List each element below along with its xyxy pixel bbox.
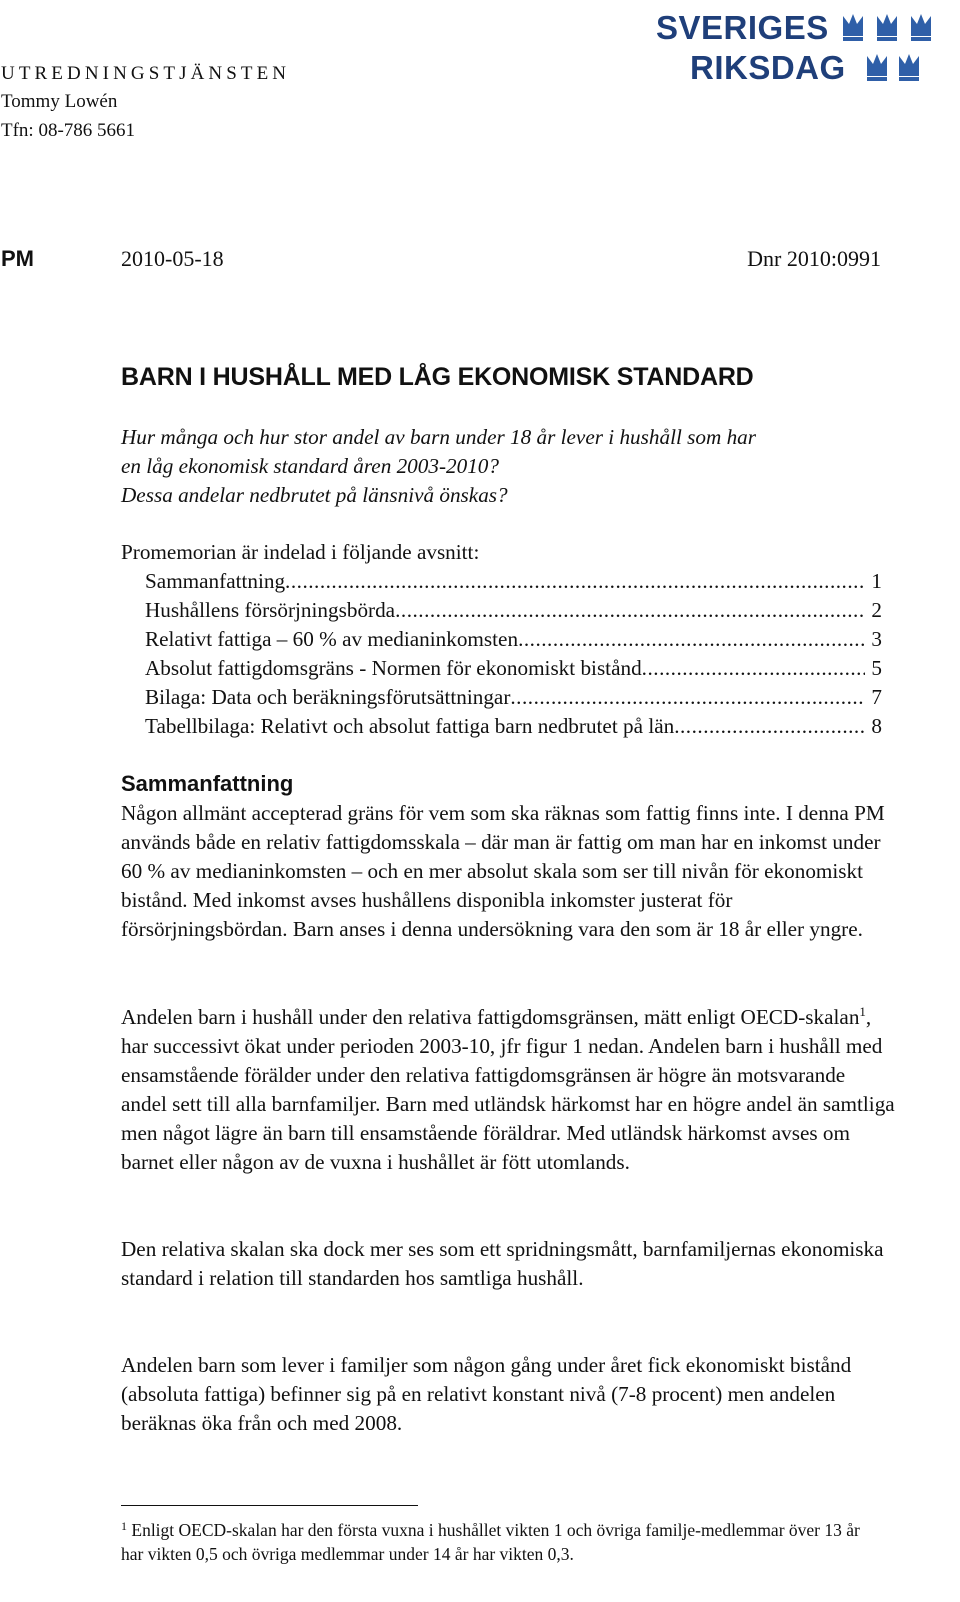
toc-entry-title: Tabellbilaga: Relativt och absolut fattiga barn nedbrutet på län [145,714,675,738]
footnote-text: Enligt OECD-skalan har den första vuxna i hushållet vikten 1 och övriga familje-medlemmar över 13 år har vikten 0,5 och övriga medlemmar under 14 år har vikten 0,3. [121,1520,860,1564]
toc-entry-title: Hushållens försörjningsbörda [145,598,396,622]
paragraph-text-part: Andelen barn i hushåll under den relativa fattigdomsgränsen, mätt enligt OECD-skalan [121,1005,860,1029]
pm-date: 2010-05-18 [121,246,224,271]
author-phone: Tfn: 08-786 5661 [1,120,136,141]
toc-leader-dots [510,683,865,712]
toc-intro: Promemorian är indelad i följande avsnitt: [121,540,480,564]
logo-line-1: SVERIGES [656,9,829,46]
department-name: UTREDNINGSTJÄNSTEN [1,63,291,84]
logo-line-2: RIKSDAG [690,49,846,86]
summary-paragraph [121,1351,896,1438]
summary-paragraph [121,799,896,944]
toc-entry-page: 7 [871,685,882,709]
riksdag-logo [656,8,938,84]
toc-entry-title: Absolut fattigdomsgräns - Normen för ekonomiskt bistånd [145,656,642,680]
toc-leader-dots [642,654,866,683]
question-line: en låg ekonomisk standard åren 2003-2010? [121,454,499,478]
toc-entry[interactable] [145,596,882,625]
toc-entry-page: 5 [871,656,882,680]
toc-entry-title: Bilaga: Data och beräkningsförutsättningar [145,685,511,709]
footnote-reference[interactable]: 1 [859,1004,866,1019]
toc-entry[interactable] [145,567,882,596]
paragraph-text: Andelen barn som lever i familjer som någon gång under året fick ekonomiskt bistånd (absoluta fattiga) befinner sig på en relativt konstant nivå (7-8 procent) men andelen beräknas öka från och med 2008. [121,1353,852,1435]
crown-icon [840,8,938,42]
toc-entry-page: 1 [871,569,882,593]
footnote [121,1518,881,1566]
toc-leader-dots [518,625,865,654]
toc-leader-dots [285,567,865,596]
toc-entry-title: Sammanfattning [145,569,286,593]
research-question [121,423,901,510]
section-heading-summary: Sammanfattning [121,771,294,796]
author-name: Tommy Lowén [1,91,118,112]
toc-entry[interactable] [145,712,882,741]
paragraph-text [121,1003,896,1177]
paragraph-text: Någon allmänt accepterad gräns för vem som ska räknas som fattig finns inte. I denna PM används både en relativ fattigdomsskala – där man är fattig om man har en inkomst under 60 % av medianinkomsten – och en mer absolut skala som ser till nivån för ekonomiskt bistånd. Med inkomst avses hushållens disponibla inkomster justerat för försörjningsbördan. Barn anses i denna undersökning vara den som är 18 år eller yngre. [121,801,885,941]
paragraph-text: Den relativa skalan ska dock mer ses som ett spridningsmått, barnfamiljernas ekonomiska standard i relation till standarden hos samtliga hushåll. [121,1237,884,1290]
question-line: Hur många och hur stor andel av barn under 18 år lever i hushåll som har [121,425,757,449]
pm-registration-number: Dnr 2010:0991 [747,246,881,271]
toc-entry-title: Relativt fattiga – 60 % av medianinkomsten [145,627,519,651]
footnote-marker: 1 [121,1519,127,1533]
summary-paragraph [121,1235,896,1293]
toc-entry-page: 8 [871,714,882,738]
toc-entry[interactable] [145,683,882,712]
toc-entry[interactable] [145,625,882,654]
toc-entry-page: 2 [871,598,882,622]
toc-leader-dots [674,712,865,741]
paragraph-text-part: , har successivt ökat under perioden 2003-10, jfr figur 1 nedan. Andelen barn i hushåll med ensamstående förälder under den relativa fattigdomsgränsen är högre än motsvarande andel sett till alla barnfamiljer. Barn med utländsk härkomst har en högre andel än samtliga men något lägre än barn till ensamstående föräldrar. Med utländsk härkomst avses om barnet eller någon av de vuxna i hushållet är fött utomlands. [121,1005,895,1174]
summary-paragraph [121,1003,896,1177]
toc-leader-dots [395,596,865,625]
footnote-divider [121,1505,418,1506]
document-title: BARN I HUSHÅLL MED LÅG EKONOMISK STANDARD [121,363,754,391]
toc-entry-page: 3 [871,627,882,651]
crown-icon [864,48,924,84]
table-of-contents [145,567,882,741]
pm-label: PM [1,246,34,271]
toc-entry[interactable] [145,654,882,683]
question-line: Dessa andelar nedbrutet på länsnivå önskas? [121,483,508,507]
